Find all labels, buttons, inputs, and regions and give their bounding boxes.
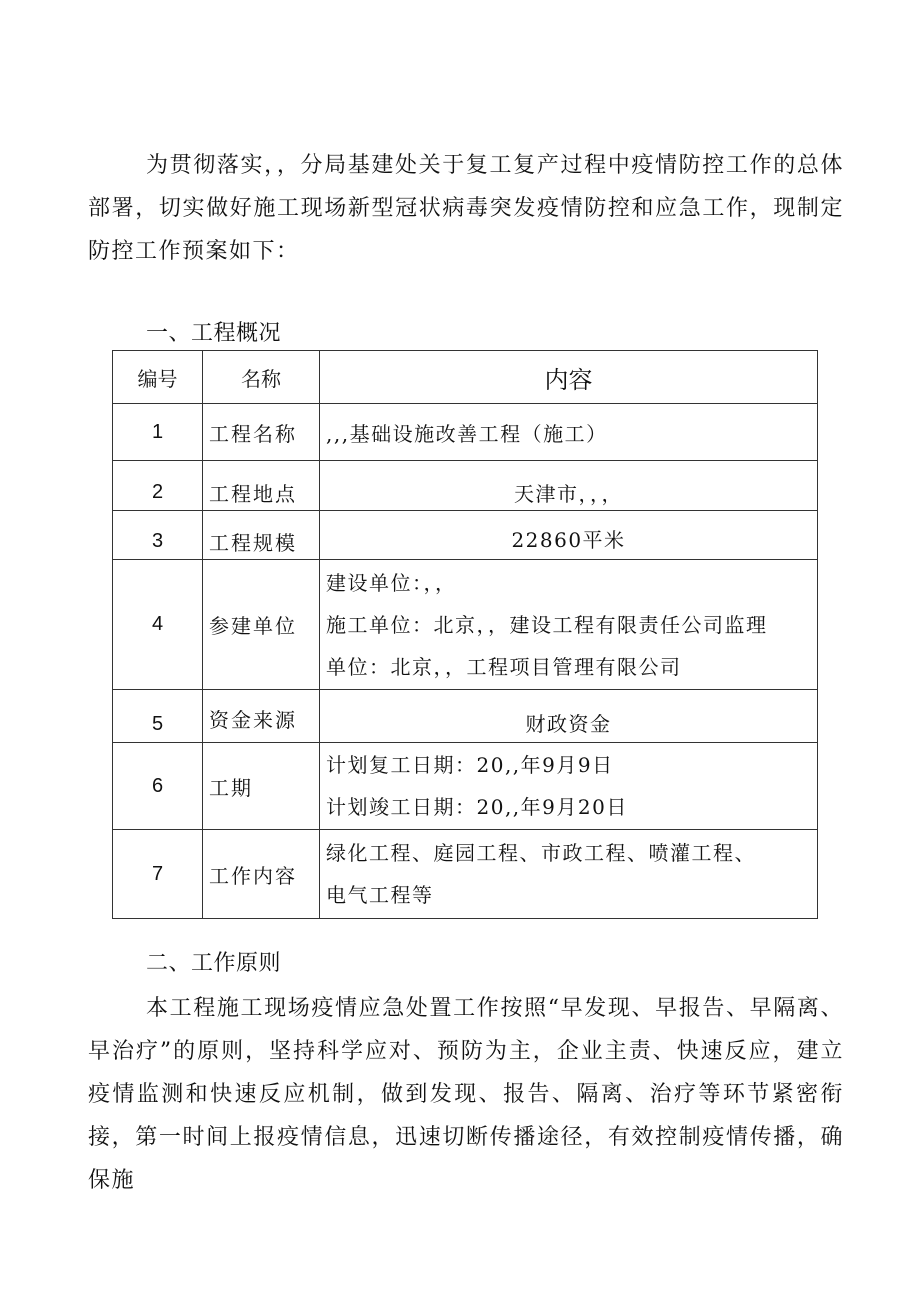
content-line: 计划竣工日期：20,,年9月20日 xyxy=(326,795,628,819)
section-heading-work-principles: 二、工作原则 xyxy=(146,951,282,976)
row-content: 天津市，，， xyxy=(320,461,818,511)
content-line: 计划复工日期：20,,年9月9日 xyxy=(326,753,614,777)
table-header-row xyxy=(113,351,818,404)
table-row xyxy=(113,404,818,461)
row-name: 工程规模 xyxy=(203,511,320,560)
row-name: 参建单位 xyxy=(203,560,320,690)
row-name: 工程名称 xyxy=(203,404,320,461)
row-num: 3 xyxy=(113,511,203,560)
row-num: 1 xyxy=(113,404,203,461)
row-content: 财政资金 xyxy=(320,690,818,743)
row-content: ,,,基础设施改善工程（施工） xyxy=(320,404,818,461)
row-content xyxy=(320,743,818,830)
row-content: 22860平米 xyxy=(320,511,818,560)
header-name: 名称 xyxy=(203,351,320,404)
table-row xyxy=(113,511,818,560)
table-row xyxy=(113,560,818,690)
row-num: 6 xyxy=(113,743,203,830)
table-row xyxy=(113,461,818,511)
row-name: 资金来源 xyxy=(203,690,320,743)
row-name: 工作内容 xyxy=(203,830,320,919)
table-row xyxy=(113,690,818,743)
content-line: 建设单位：，， xyxy=(326,570,457,595)
content-line: 单位：北京，，工程项目管理有限公司 xyxy=(326,654,682,679)
content-line: 电气工程等 xyxy=(326,883,434,907)
intro-paragraph: 为贯彻落实，，分局基建处关于复工复产过程中疫情防控工作的总体部署，切实做好施工现场新型冠状病毒突发疫情防控和应急工作，现制定防控工作预案如下： xyxy=(88,153,844,264)
content-line: 绿化工程、庭园工程、市政工程、喷灌工程、 xyxy=(326,841,756,865)
row-content xyxy=(320,560,818,690)
row-name: 工程地点 xyxy=(203,461,320,511)
header-num: 编号 xyxy=(113,351,203,404)
project-overview-table xyxy=(112,350,818,919)
principles-paragraph: 本工程施工现场疫情应急处置工作按照“早发现、早报告、早隔离、早治疗”的原则，坚持科学应对、预防为主，企业主责、快速反应，建立疫情监测和快速反应机制，做到发现、报告、隔离、治疗等环节紧密衔接，第一时间上报疫情信息，迅速切断传播途径，有效控制疫情传播，确保施 xyxy=(88,996,844,1193)
row-name: 工期 xyxy=(203,743,320,830)
row-content xyxy=(320,830,818,919)
section-heading-project-overview: 一、工程概况 xyxy=(146,321,282,346)
row-num: 4 xyxy=(113,560,203,690)
table-row xyxy=(113,830,818,919)
row-num: 5 xyxy=(113,690,203,743)
row-num: 7 xyxy=(113,830,203,919)
header-content: 内容 xyxy=(320,351,818,404)
content-line: 施工单位：北京，，建设工程有限责任公司监理 xyxy=(326,612,768,637)
row-num: 2 xyxy=(113,461,203,511)
table-row xyxy=(113,743,818,830)
